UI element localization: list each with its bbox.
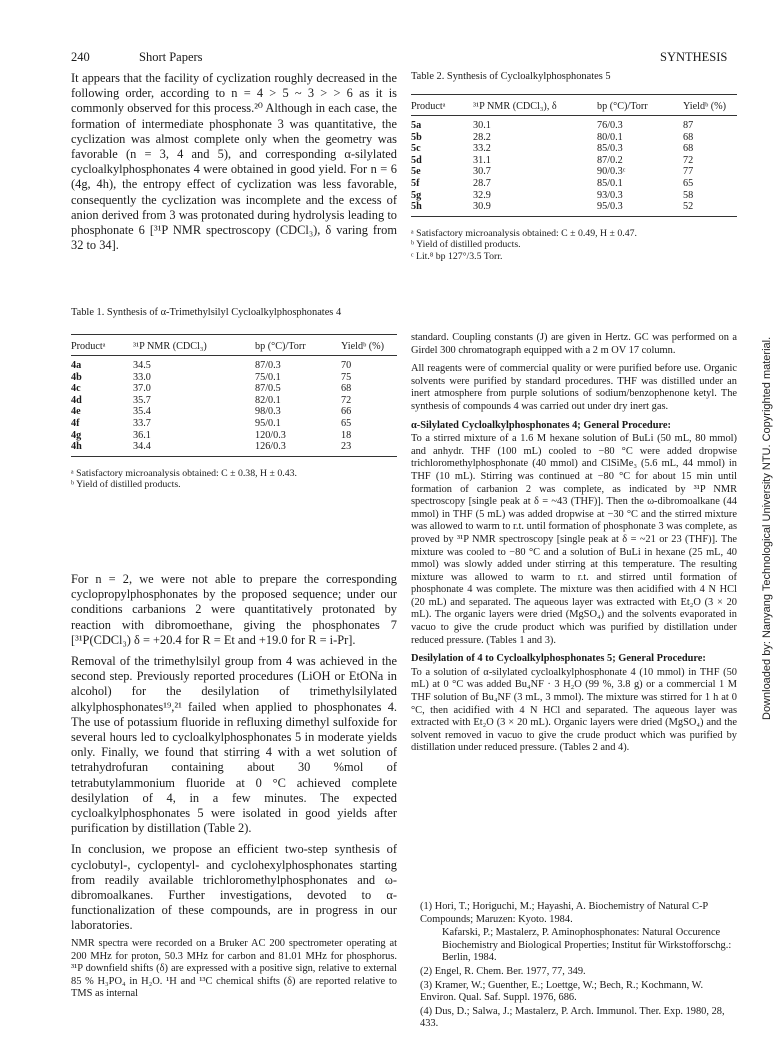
left-body	[71, 572, 397, 940]
table-row	[411, 155, 737, 167]
table-row	[71, 418, 397, 430]
value-cell: 66	[341, 406, 352, 418]
product-cell: 4c	[71, 383, 81, 395]
value-cell: 95/0.3	[597, 201, 623, 213]
page-number: 240	[71, 50, 90, 64]
product-cell: 4e	[71, 406, 81, 418]
table-row	[71, 406, 397, 418]
table-caption: Table 2. Synthesis of Cycloalkylphosphonates 5	[411, 71, 611, 82]
reference-item: (2) Engel, R. Chem. Ber. 1977, 77, 349.	[420, 965, 586, 977]
value-cell: 30.1	[473, 120, 491, 131]
table-footnote: ᵃ Satisfactory microanalysis obtained: C ± 0.38, H ± 0.43.	[71, 467, 297, 479]
value-cell: 34.5	[133, 360, 151, 371]
product-cell: 4g	[71, 429, 82, 441]
product-cell: 5a	[411, 120, 422, 131]
value-cell: 120/0.3	[255, 429, 286, 441]
col-header: Productᵃ	[71, 341, 106, 352]
value-cell: 33.7	[133, 417, 151, 429]
table-row	[71, 430, 397, 442]
value-cell: 30.7	[473, 166, 491, 178]
value-cell: 87/0.2	[597, 154, 623, 166]
product-cell: 4b	[71, 371, 82, 383]
value-cell: 33.2	[473, 143, 491, 155]
reference-item: (1) Hori, T.; Horiguchi, M.; Hayashi, A. Biochemistry of Natural C-P Compounds; Maruzen: Kyoto. 1984.	[420, 901, 708, 925]
value-cell: 68	[341, 383, 352, 395]
paragraph: For n = 2, we were not able to prepare the corresponding cyclopropylphosphonates by the proposed sequence; under our conditions carbanions 2 were quantitatively protonated by reaction with dibromoethane, giving the phosphonates 7 [³¹P(CDCl₃) δ = +20.4 for R = Et and +19.0 for R = i-Pr].	[71, 572, 397, 647]
value-cell: 35.7	[133, 394, 151, 406]
table-caption: Table 1. Synthesis of α-Trimethylsilyl Cycloalkylphosphonates 4	[71, 307, 342, 318]
col-header: Yieldᵇ (%)	[683, 101, 727, 112]
references	[420, 901, 738, 1032]
value-cell: 82/0.1	[255, 394, 281, 406]
col-header: Productᵃ	[411, 101, 446, 112]
value-cell: 68	[683, 143, 694, 155]
value-cell: 80/0.1	[597, 131, 623, 143]
table-row	[71, 441, 397, 453]
value-cell: 98/0.3	[255, 406, 281, 418]
value-cell: 87/0.3	[255, 360, 281, 371]
table-footnote: ᵇ Yield of distilled products.	[411, 239, 521, 251]
table-row	[411, 132, 737, 144]
value-cell: 87	[683, 120, 694, 131]
col-header: ³¹P NMR (CDCl₃)	[133, 341, 207, 352]
paragraph: To a stirred mixture of a 1.6 M hexane solution of BuLi (50 mL, 80 mmol) and anhydr. THF (100 mL) cooled to −80 °C were added dropwise trichloromethylphosphonate (40 mmol) and ClSiMe₃ (5.6 mL, 44 mmol) in THF (10 mL). Stirring was continued at −80 °C for about 15 min until formation of carbanion 2 was complete, as indicated by ³¹P NMR spectroscopy [single peak at δ = ~43 (THF)]. Then the ω-dibromoalkane (44 mmol) in THF (5 mL) was added dropwise at −30 °C and the stirred mixture was allowed to warm to r.t. until formation of phosphonate 3 was complete, as proved by ³¹P NMR spectroscopy [single peak at δ = ~21 or 23 (THF)]. The mixture was cooled to −80 °C and a solution of BuLi in hexane (25 mL, 40 mmol) was slowly added under stirring at this temperature. The resulting mixture was allowed to warm to r.t. and stirred until formation of phosphonate 4 was complete. The mixture was then acidified with 4 N HCl (20 mL) and separated. The aqueous layer was extracted with Et₂O (3 × 20 mL). The organic layers were dried (MgSO₄) and the solvents evaporated in vacuo to give the crude product which was purified by distillation under reduced pressure. (Tables 1 and 3).	[411, 433, 737, 646]
value-cell: 36.1	[133, 429, 151, 441]
paragraph: In conclusion, we propose an efficient two-step synthesis of cyclobutyl-, cyclopentyl- and cyclohexylphosphonates starting from readily available trichloromethylphosphonates and ω-dibromoalkanes. Further investigations, devoted to α-functionalization of these compounds, are in progress in our laboratories.	[71, 842, 397, 933]
paragraph: All reagents were of commercial quality or were purified before use. Organic solvents were purified by standard procedures. THF was distilled under an inert atmosphere from purple solutions of sodium/benzophenone ketyl. The synthesis of compounds 4 was carried out under dry inert gas.	[411, 363, 737, 412]
value-cell: 52	[683, 201, 694, 213]
download-notice: Downloaded by: Nanyang Technological University NTU. Copyrighted material.	[761, 336, 773, 720]
value-cell: 85/0.1	[597, 177, 623, 189]
table-row	[411, 166, 737, 178]
value-cell: 65	[683, 177, 694, 189]
value-cell: 23	[341, 441, 352, 453]
product-cell: 5f	[411, 177, 420, 189]
table-footnote: ᵃ Satisfactory microanalysis obtained: C ± 0.49, H ± 0.47.	[411, 227, 637, 239]
value-cell: 31.1	[473, 154, 491, 166]
table-row	[411, 143, 737, 155]
table-row	[411, 190, 737, 202]
paragraph: To a solution of α-silylated cycloalkylphosphonate 4 (10 mmol) in THF (50 mL) at 0 °C was added Bu₄NF · 3 H₂O (99 %, 3.8 g) or a commercial 1 M THF solution of Bu₄NF (3 mL, 3 mmol). The mixture was stirred for 1 h at 0 °C, then acidified with 4 N HCl and separated. The aqueous layer was extracted with Et₂O (3 × 20 mL). Organic layers were dried (MgSO₄) and the solvent removed in vacuo to give the crude product which was purified by distillation under reduced pressure. (Tables 2 and 4).	[411, 666, 737, 754]
value-cell: 34.4	[133, 441, 151, 453]
product-cell: 5g	[411, 189, 422, 201]
value-cell: 30.9	[473, 201, 491, 213]
value-cell: 95/0.1	[255, 417, 281, 429]
paragraph: Removal of the trimethylsilyl group from 4 was achieved in the second step. Previously reported procedures (LiOH or EtONa in alcohol) for the desilylation of trimethylsilylated alkylphosphonates¹⁹,²¹ failed when applied to phosphonates 4. The use of potassium fluoride in refluxing dimethyl sulfoxide for several hours led to cycloalkylphosphonates 5 in moderate yields only. Finally, we found that stirring 4 with a wet solution of tetrahydrofuran containing about 30 %mol of tetrabutylammonium fluoride at 0 °C achieved complete desilylation of 4, in a few minutes. The expected cycloalkylphosphonates 5 were isolated in good yields after purification by distillation (Table 2).	[71, 654, 397, 836]
procedure-heading: α-Silylated Cycloalkylphosphonates 4; General Procedure:	[411, 419, 671, 431]
value-cell: 65	[341, 417, 352, 429]
value-cell: 75	[341, 371, 352, 383]
value-cell: 70	[341, 360, 352, 371]
value-cell: 32.9	[473, 189, 491, 201]
value-cell: 37.0	[133, 383, 151, 395]
table-row	[71, 356, 397, 372]
product-cell: 5c	[411, 143, 421, 155]
value-cell: 85/0.3	[597, 143, 623, 155]
value-cell: 72	[683, 154, 694, 166]
table-row	[71, 383, 397, 395]
table-footnote: ᶜ Lit.⁸ bp 127°/3.5 Torr.	[411, 250, 503, 262]
value-cell: 75/0.1	[255, 371, 281, 383]
value-cell: 28.7	[473, 177, 491, 189]
value-cell: 18	[341, 429, 352, 441]
reference-item: (4) Dus, D.; Salwa, J.; Mastalerz, P. Arch. Immunol. Ther. Exp. 1980, 28, 433.	[420, 1005, 725, 1030]
value-cell: 35.4	[133, 406, 151, 418]
table1-grid	[71, 334, 397, 453]
value-cell: 77	[683, 166, 694, 178]
table-row	[411, 116, 737, 132]
procedure-heading: Desilylation of 4 to Cycloalkylphosphonates 5; General Procedure:	[411, 653, 706, 665]
paragraph: It appears that the facility of cyclization roughly decreased in the following order, according to n = 4 > 5 ~ 3 > > 6 as it is commonly observed for this process.²⁰ Although in each case, the formation of intermediate phosphonate 3 was quantitative, the cyclization was almost complete only when the geometry was favorable (n = 3, 4 and 5), and corresponding α-silylated cycloalkylphosphonates 4 were obtained in good yield. For n = 6 (4g, 4h), the entropy effect of cyclization was less favorable, consequently the cyclization was incomplete and the excess of anion derived from 3 was protonated during hydrolysis leading to phosphonate 6 [³¹P NMR spectroscopy (CDCl₃), δ varing from 32 to 34].	[71, 71, 397, 253]
product-cell: 5d	[411, 154, 422, 166]
value-cell: 68	[683, 131, 694, 143]
value-cell: 126/0.3	[255, 441, 286, 453]
value-cell: 28.2	[473, 131, 491, 143]
col-header: bp (°C)/Torr	[597, 101, 648, 112]
product-cell: 5h	[411, 201, 422, 213]
table-2	[411, 71, 737, 263]
reference-item: Kafarski, P.; Mastalerz, P. Aminophosphonates: Natural Occurence Biochemistry and Biological Properties; Institut für Wirkstofforschg.: Berlin, 1984.	[442, 927, 732, 964]
paragraph: standard. Coupling constants (J) are given in Hertz. GC was performed on a Girdel 300 chromatograph equipped with a 2 m OV 17 column.	[411, 332, 737, 356]
value-cell: 33.0	[133, 371, 151, 383]
value-cell: 87/0.5	[255, 383, 281, 395]
table-1	[71, 307, 397, 491]
table-row	[71, 395, 397, 407]
product-cell: 5e	[411, 166, 421, 178]
product-cell: 5b	[411, 131, 422, 143]
value-cell: 90/0.3ᶜ	[597, 166, 626, 178]
left-intro	[71, 71, 397, 259]
journal-name: SYNTHESIS	[660, 50, 728, 64]
value-cell: 58	[683, 189, 694, 201]
product-cell: 4h	[71, 441, 82, 453]
table-row	[411, 178, 737, 190]
value-cell: 93/0.3	[597, 189, 623, 201]
col-header: ³¹P NMR (CDCl₃), δ	[473, 101, 557, 112]
col-header: bp (°C)/Torr	[255, 341, 306, 352]
product-cell: 4f	[71, 417, 80, 429]
product-cell: 4d	[71, 394, 82, 406]
section-title: Short Papers	[139, 50, 203, 64]
table-footnote: ᵇ Yield of distilled products.	[71, 479, 181, 491]
value-cell: 72	[341, 394, 352, 406]
table-row	[411, 201, 737, 213]
experimental-section	[411, 332, 737, 761]
table-row	[71, 372, 397, 384]
col-header: Yieldᵇ (%)	[341, 341, 385, 352]
table2-grid	[411, 94, 737, 213]
reference-item: (3) Kramer, W.; Guenther, E.; Loettge, W.; Bech, R.; Kochmann, W. Environ. Qual. Saf. Suppl. 1976, 686.	[420, 979, 704, 1004]
nmr-note: NMR spectra were recorded on a Bruker AC 200 spectrometer operating at 200 MHz for proton, 50.3 MHz for carbon and 81.01 MHz for phosphorus. ³¹P downfield shifts (δ) are expressed with a positive sign, relative to external 85 % H₃PO₄ in H₂O. ¹H and ¹³C chemical shifts (δ) are reported relative to TMS as internal	[71, 938, 397, 1000]
product-cell: 4a	[71, 360, 82, 371]
value-cell: 76/0.3	[597, 120, 623, 131]
